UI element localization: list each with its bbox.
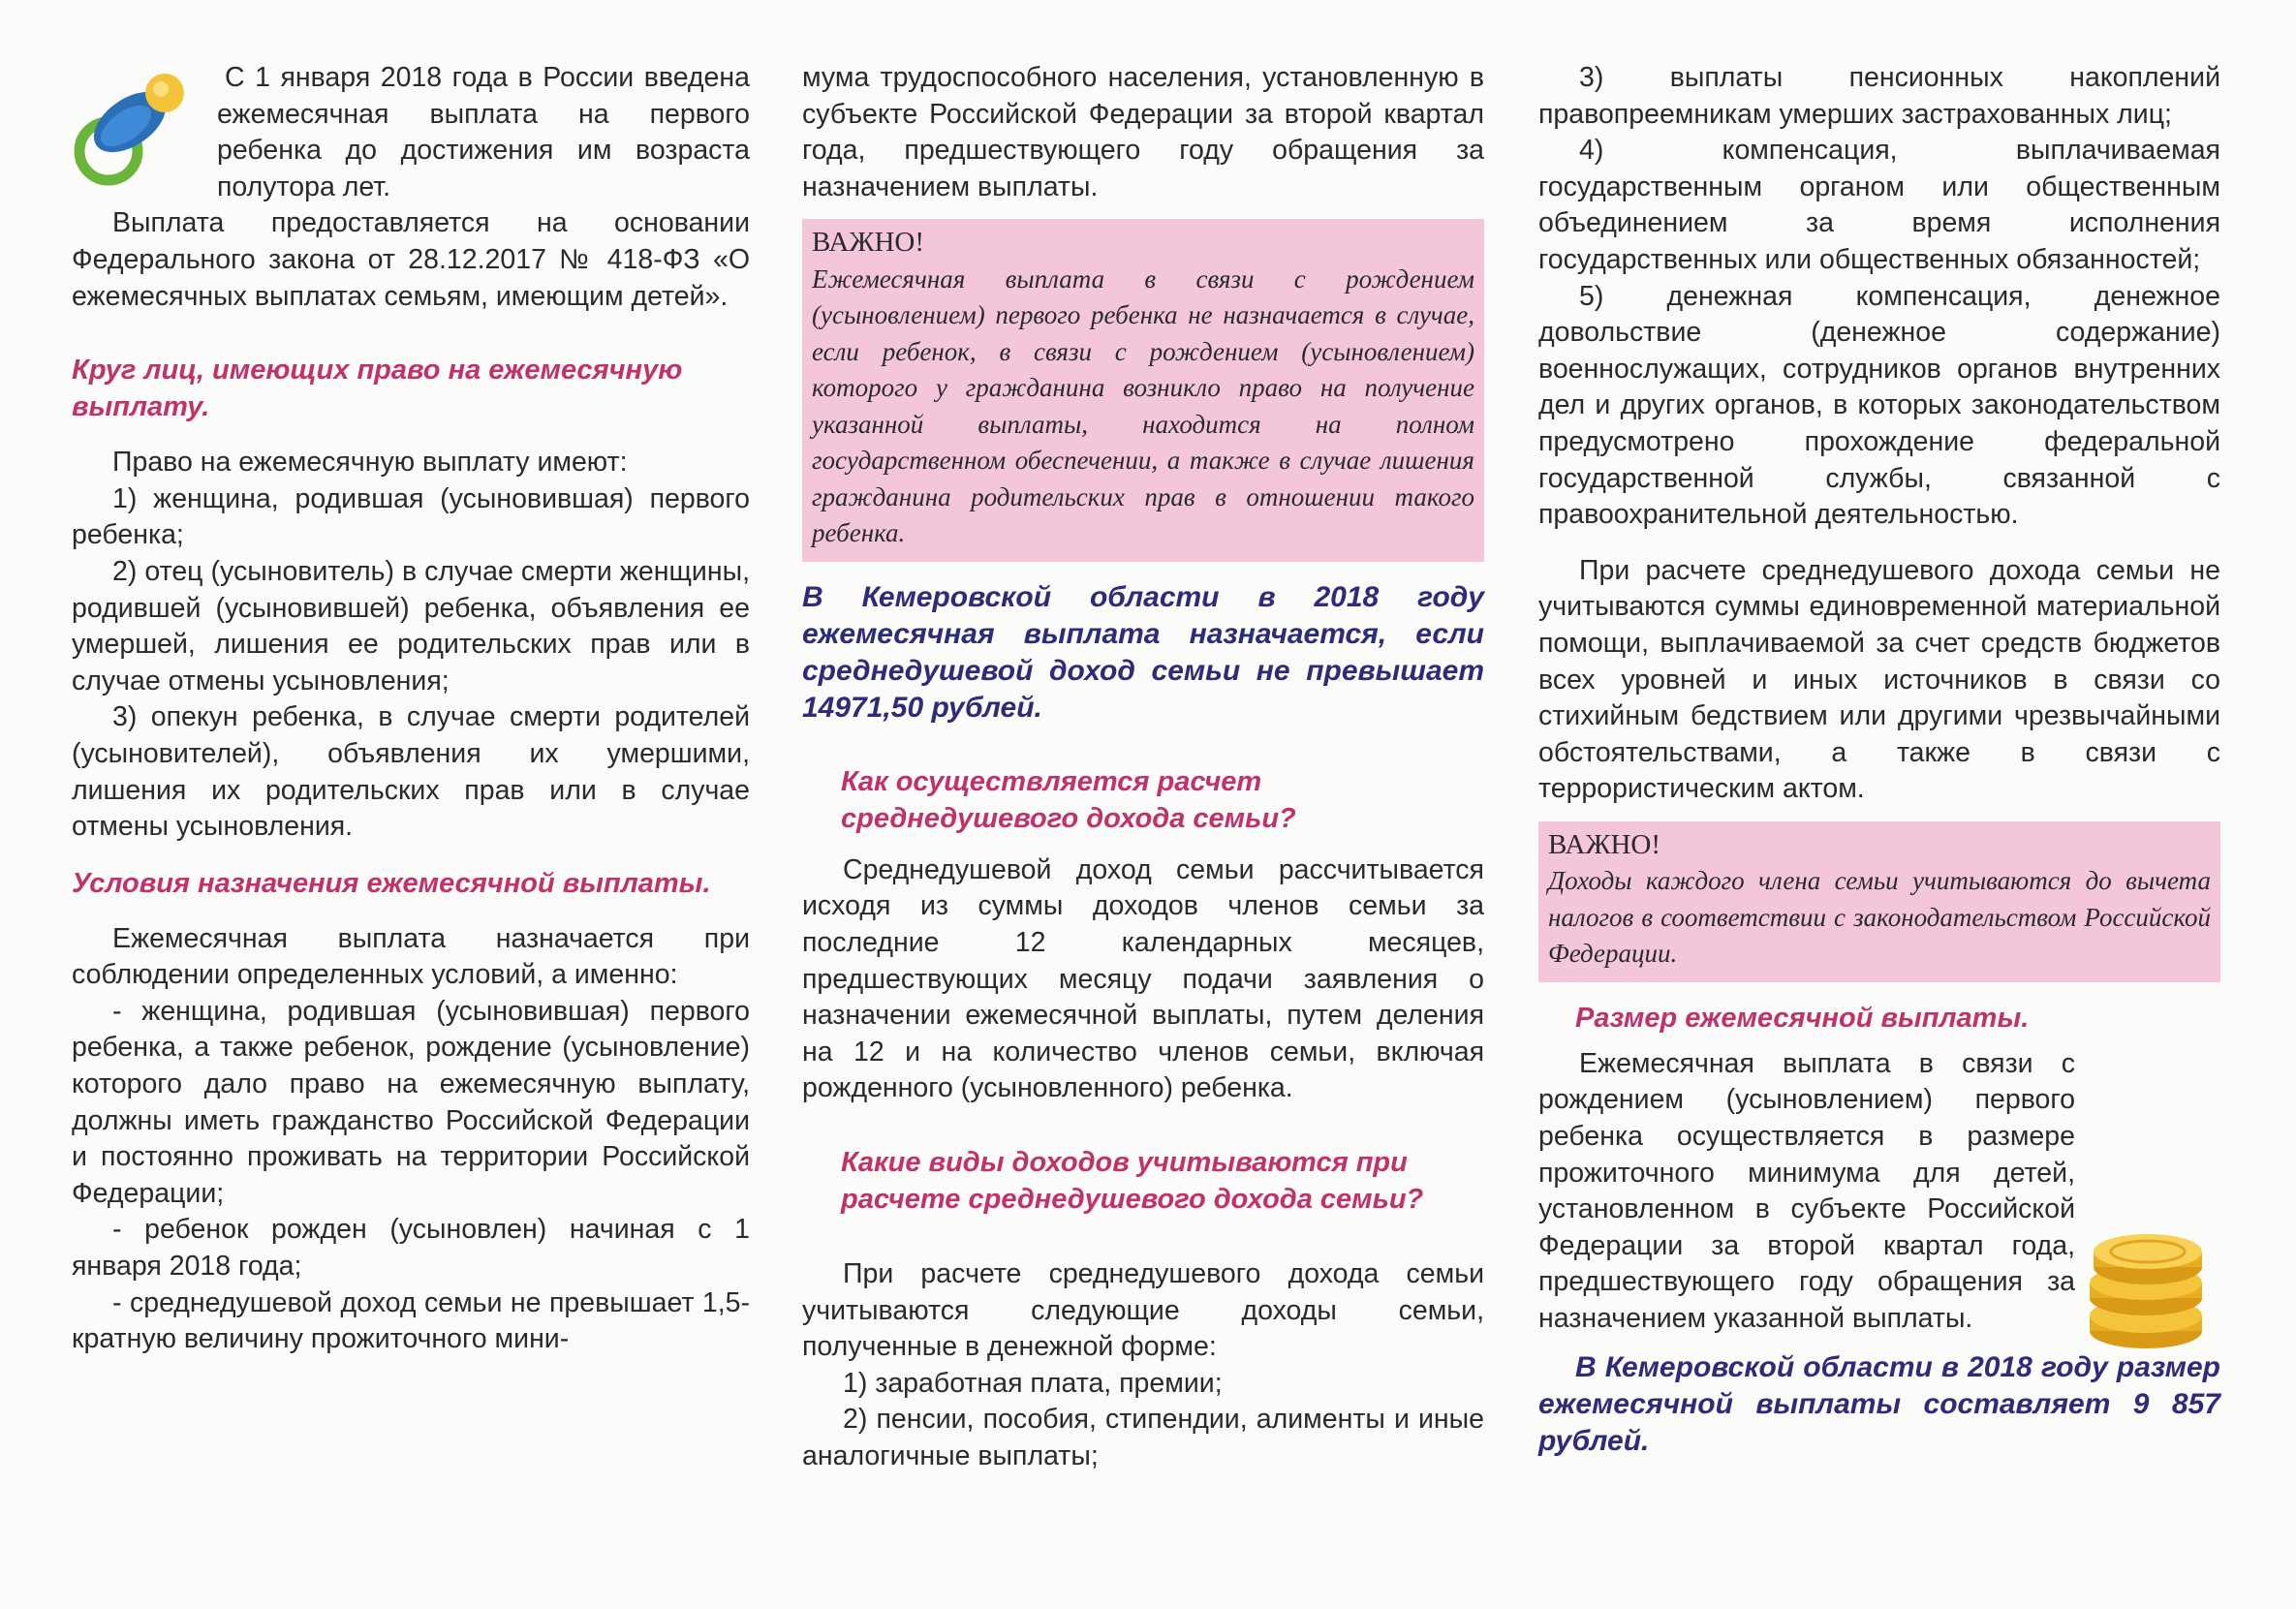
law-paragraph: Выплата предоставляется на основании Федерального закона от 28.12.2017 № 418-ФЗ «О ежемесячных выплатах семьям, имеющим детей». [72,207,750,312]
important-box-2 [1538,821,2220,982]
right-item-3: 3) опекун ребенка, в случае смерти родителей (усыновителей), объявления их умершими, лишения их родительских прав или в случае отмены усыновления. [72,701,750,843]
not-counted-text: При расчете среднедушевого дохода семьи не учитываются суммы единовременной материальной помощи, выплачиваемой за счет средств бюджетов всех уровней и иных источников в связи со стихийным бедствием или другими чрезвычайными обстоятельствами, а также в связи с террористическим актом. [1538,554,2220,805]
condition-1: - женщина, родившая (усыновившая) первого ребенка, а также ребенок, рождение (усыновление) которого дало право на ежемесячную выплату, должны иметь гражданство Российской Федерации и постоянно проживать на территории Российской Федерации; [72,995,750,1209]
column-1 [72,60,750,1358]
right-item-1: 1) женщина, родившая (усыновившая) первого ребенка; [72,482,750,551]
coins-icon [2078,1222,2214,1358]
income-item-2: 2) пенсии, пособия, стипендии, алименты и иные аналогичные выплаты; [802,1404,1484,1471]
income-item-5: 5) денежная компенсация, денежное довольствие (денежное содержание) военнослужащих, сотрудников органов внутренних дел и других органов, в которых законодательством предусмотрено прохождение федеральной государственной службы, связанной с правоохранительной деятельностью. [1538,280,2220,531]
important-text-1: Ежемесячная выплата в связи с рождением (усыновлением) первого ребенка не назначается в случае, если ребенок, в связи с рождением (усыновлением) которого у гражданина возникло право на получение указанной выплаты, находится на полном государственном обеспечении, а также в случае лишения гражданина родительских прав в отношении такого ребенка. [812,263,1474,548]
kemerovo-payment-amount: В Кемеровской области в 2018 году размер ежемесячной выплаты составляет 9 857 рублей. [1538,1350,2220,1457]
important-title-1: ВАЖНО! [812,227,924,259]
intro-paragraph: С 1 января 2018 года в России введена ежемесячная выплата на первого ребенка до достижения им возраста полутора лет. [217,62,750,202]
condition-2: - ребенок рожден (усыновлен) начиная с 1 января 2018 года; [72,1214,750,1283]
heading-eligible: Круг лиц, имеющих право на ежемесячную выплату. [72,355,683,423]
income-item-4: 4) компенсация, выплачиваемая государственным органом или общественным объединением за время исполнения государственных или общественных обязанностей; [1538,135,2220,275]
condition-3: - среднедушевой доход семьи не превышает 1,5-кратную величину прожиточного мини- [72,1286,750,1355]
column-2 [802,60,1484,1475]
kemerovo-income-limit: В Кемеровской области в 2018 году ежемесячная выплата назначается, если среднедушевой доход семьи не превышает 14971,50 рублей. [802,580,1484,724]
important-box-1 [802,219,1484,562]
payment-size-text: Ежемесячная выплата в связи с рождением (усыновлением) первого ребенка осуществляется в размере прожиточного минимума для детей, установленном в субъекте Российской Федерации за второй квартал года, предшествующего году обращения за назначением указанной выплаты. [1538,1047,2075,1335]
heading-conditions: Условия назначения ежемесячной выплаты. [72,867,711,899]
income-intro: При расчете среднедушевого дохода семьи учитываются следующие доходы семьи, полученные в денежной форме: [802,1258,1484,1363]
heading-payment-size: Размер ежемесячной выплаты. [1575,1002,2030,1034]
right-item-2: 2) отец (усыновитель) в случае смерти женщины, родившей (усыновившей) ребенка, объявления ее умершей, лишения ее родительских прав или в случае отмены усыновления; [72,555,750,696]
important-title-2: ВАЖНО! [1548,828,1660,860]
calculation-text: Среднедушевой доход семьи рассчитывается исходя из суммы доходов членов семьи за последние 12 календарных месяцев, предшествующих месяцу подачи заявления о назначении ежемесячной выплаты, путем деления на 12 и на количество членов семьи, включая рожденного (усыновленного) ребенка. [802,853,1484,1104]
income-item-3: 3) выплаты пенсионных накоплений правопреемникам умерших застрахованных лиц; [1538,62,2220,130]
heading-income-types: Какие виды доходов учитываются при расчете среднедушевого дохода семьи? [841,1147,1424,1216]
conditions-intro: Ежемесячная выплата назначается при соблюдении определенных условий, а именно: [72,922,750,991]
important-text-2: Доходы каждого члена семьи учитываются до вычета налогов в соответствии с законодательством Российской Федерации. [1548,866,2211,969]
rights-intro: Право на ежемесячную выплату имеют: [112,447,628,479]
min-wage-continuation: мума трудоспособного населения, установленную в субъекте Российской Федерации за второй квартал года, предшествующего году обращения за назначением выплаты. [802,62,1484,202]
income-item-1: 1) заработная плата, премии; [843,1367,1223,1399]
heading-calculation: Как осуществляется расчет среднедушевого дохода семьи? [841,765,1296,834]
